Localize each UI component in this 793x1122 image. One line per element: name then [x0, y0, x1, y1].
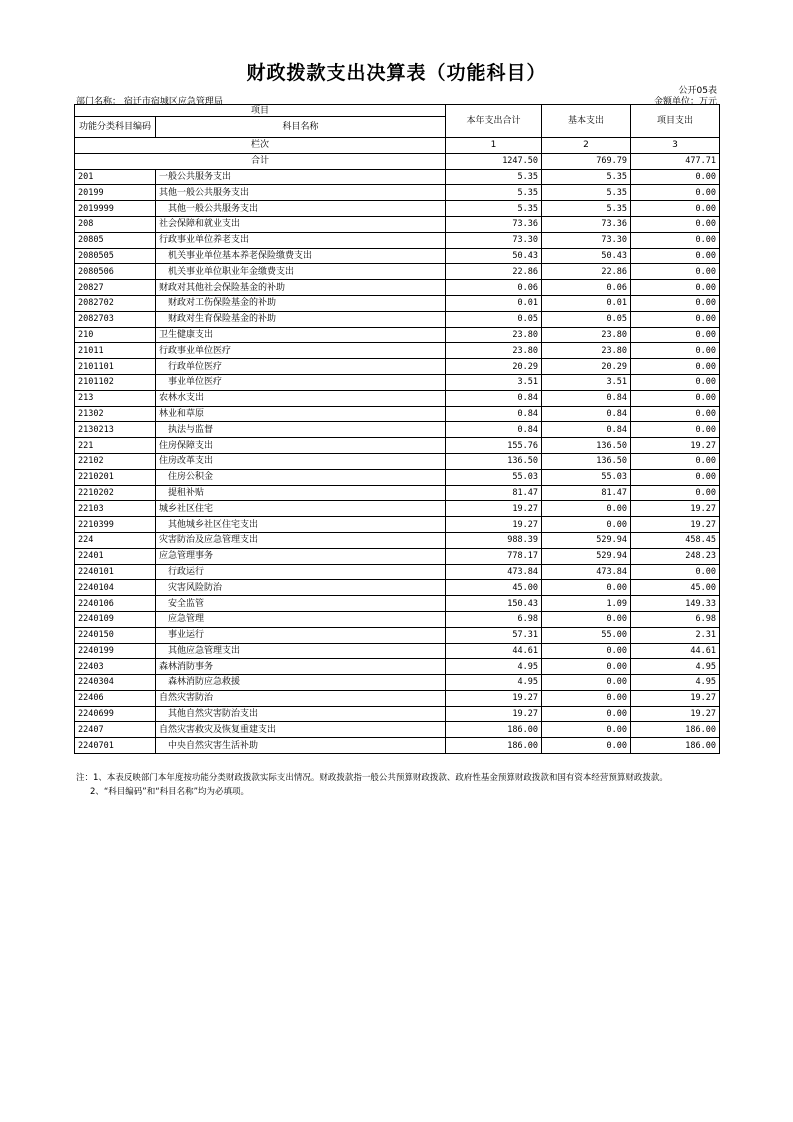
total-basic: 769.79	[542, 153, 631, 169]
table-row	[75, 532, 720, 548]
row-name: 财政对其他社会保险基金的补助	[156, 280, 446, 296]
row-total: 0.84	[446, 390, 542, 406]
column-number-2: 2	[542, 138, 631, 154]
row-name: 住房改革支出	[156, 453, 446, 469]
row-code: 2210202	[75, 485, 156, 501]
row-total: 0.05	[446, 311, 542, 327]
row-project: 186.00	[631, 722, 720, 738]
row-basic: 55.00	[542, 627, 631, 643]
row-project: 0.00	[631, 422, 720, 438]
row-code: 2240150	[75, 627, 156, 643]
row-total: 136.50	[446, 453, 542, 469]
row-project: 0.00	[631, 264, 720, 280]
row-basic: 20.29	[542, 359, 631, 375]
table-row	[75, 264, 720, 280]
row-basic: 0.01	[542, 295, 631, 311]
row-code: 2082702	[75, 295, 156, 311]
row-total: 19.27	[446, 706, 542, 722]
row-basic: 3.51	[542, 374, 631, 390]
row-total: 473.84	[446, 564, 542, 580]
row-project: 0.00	[631, 469, 720, 485]
table-row	[75, 280, 720, 296]
table-row	[75, 564, 720, 580]
row-basic: 136.50	[542, 453, 631, 469]
row-code: 2240304	[75, 675, 156, 691]
row-name: 住房保障支出	[156, 438, 446, 454]
row-name: 灾害防治及应急管理支出	[156, 532, 446, 548]
row-code: 20805	[75, 232, 156, 248]
table-row	[75, 374, 720, 390]
row-total: 19.27	[446, 517, 542, 533]
table-row	[75, 201, 720, 217]
row-name: 森林消防应急救援	[156, 675, 446, 691]
row-basic: 0.84	[542, 406, 631, 422]
row-project: 19.27	[631, 517, 720, 533]
row-basic: 0.00	[542, 643, 631, 659]
row-total: 155.76	[446, 438, 542, 454]
row-project: 0.00	[631, 216, 720, 232]
row-basic: 136.50	[542, 438, 631, 454]
row-name: 森林消防事务	[156, 659, 446, 675]
row-basic: 23.80	[542, 327, 631, 343]
table-row	[75, 659, 720, 675]
row-basic: 0.06	[542, 280, 631, 296]
row-project: 0.00	[631, 327, 720, 343]
row-basic: 50.43	[542, 248, 631, 264]
row-project: 0.00	[631, 311, 720, 327]
total-sum: 1247.50	[446, 153, 542, 169]
table-row	[75, 422, 720, 438]
row-project: 0.00	[631, 374, 720, 390]
row-name: 林业和草原	[156, 406, 446, 422]
row-project: 186.00	[631, 738, 720, 754]
row-basic: 0.00	[542, 611, 631, 627]
row-code: 2240101	[75, 564, 156, 580]
row-basic: 22.86	[542, 264, 631, 280]
row-total: 186.00	[446, 738, 542, 754]
row-basic: 0.00	[542, 580, 631, 596]
table-row	[75, 596, 720, 612]
table-row	[75, 311, 720, 327]
row-code: 208	[75, 216, 156, 232]
row-project: 19.27	[631, 438, 720, 454]
row-basic: 0.05	[542, 311, 631, 327]
table-row	[75, 722, 720, 738]
department-name: 部门名称： 宿迁市宿城区应急管理局	[76, 97, 223, 107]
row-total: 22.86	[446, 264, 542, 280]
table-row	[75, 248, 720, 264]
row-project: 45.00	[631, 580, 720, 596]
table-row	[75, 327, 720, 343]
row-project: 19.27	[631, 501, 720, 517]
row-name: 应急管理事务	[156, 548, 446, 564]
header-item: 项目	[75, 105, 446, 117]
row-name: 事业运行	[156, 627, 446, 643]
column-number-3: 3	[631, 138, 720, 154]
row-name: 城乡社区住宅	[156, 501, 446, 517]
row-name: 自然灾害救灾及恢复重建支出	[156, 722, 446, 738]
row-code: 2019999	[75, 201, 156, 217]
row-name: 行政运行	[156, 564, 446, 580]
row-total: 23.80	[446, 327, 542, 343]
row-name: 事业单位医疗	[156, 374, 446, 390]
table-row	[75, 453, 720, 469]
row-code: 2080505	[75, 248, 156, 264]
row-basic: 81.47	[542, 485, 631, 501]
row-basic: 0.00	[542, 706, 631, 722]
row-project: 0.00	[631, 485, 720, 501]
row-name: 行政事业单位养老支出	[156, 232, 446, 248]
row-name: 行政事业单位医疗	[156, 343, 446, 359]
row-code: 210	[75, 327, 156, 343]
footnote-2: 2、“科目编码”和“科目名称”均为必填项。	[90, 787, 250, 797]
row-project: 44.61	[631, 643, 720, 659]
row-project: 0.00	[631, 248, 720, 264]
row-code: 213	[75, 390, 156, 406]
row-name: 中央自然灾害生活补助	[156, 738, 446, 754]
row-project: 0.00	[631, 201, 720, 217]
row-total: 150.43	[446, 596, 542, 612]
row-total: 5.35	[446, 185, 542, 201]
row-name: 提租补贴	[156, 485, 446, 501]
row-total: 19.27	[446, 690, 542, 706]
row-total: 20.29	[446, 359, 542, 375]
row-basic: 55.03	[542, 469, 631, 485]
row-total: 3.51	[446, 374, 542, 390]
row-name: 自然灾害防治	[156, 690, 446, 706]
header-basic-expenditure: 基本支出	[542, 105, 631, 138]
row-project: 2.31	[631, 627, 720, 643]
row-code: 2240106	[75, 596, 156, 612]
row-code: 20199	[75, 185, 156, 201]
row-name: 执法与监督	[156, 422, 446, 438]
row-total: 0.01	[446, 295, 542, 311]
row-total: 5.35	[446, 201, 542, 217]
row-name: 一般公共服务支出	[156, 169, 446, 185]
row-name: 其他自然灾害防治支出	[156, 706, 446, 722]
row-basic: 473.84	[542, 564, 631, 580]
row-code: 21011	[75, 343, 156, 359]
table-row	[75, 643, 720, 659]
row-total: 0.06	[446, 280, 542, 296]
total-project: 477.71	[631, 153, 720, 169]
row-code: 221	[75, 438, 156, 454]
row-code: 2101101	[75, 359, 156, 375]
row-code: 2240701	[75, 738, 156, 754]
row-basic: 23.80	[542, 343, 631, 359]
row-basic: 0.00	[542, 738, 631, 754]
row-project: 0.00	[631, 359, 720, 375]
header-code: 功能分类科目编码	[75, 117, 156, 138]
row-name: 机关事业单位职业年金缴费支出	[156, 264, 446, 280]
row-basic: 0.00	[542, 659, 631, 675]
row-code: 2240199	[75, 643, 156, 659]
total-label: 合计	[75, 153, 446, 169]
table-row	[75, 390, 720, 406]
report-title: 财政拨款支出决算表（功能科目）	[246, 62, 547, 84]
row-code: 22406	[75, 690, 156, 706]
row-name: 财政对生育保险基金的补助	[156, 311, 446, 327]
table-row	[75, 406, 720, 422]
row-project: 4.95	[631, 675, 720, 691]
table-row	[75, 517, 720, 533]
row-project: 0.00	[631, 185, 720, 201]
row-code: 21302	[75, 406, 156, 422]
row-basic: 529.94	[542, 548, 631, 564]
table-row	[75, 548, 720, 564]
row-total: 50.43	[446, 248, 542, 264]
row-total: 988.39	[446, 532, 542, 548]
footnote-1: 注：1、本表反映部门本年度按功能分类财政拨款实际支出情况。财政拨款指一般公共预算财政拨款、政府性基金预算财政拨款和国有资本经营预算财政拨款。	[76, 773, 668, 783]
row-name: 安全监管	[156, 596, 446, 612]
row-total: 6.98	[446, 611, 542, 627]
table-row	[75, 359, 720, 375]
row-basic: 0.00	[542, 501, 631, 517]
row-project: 0.00	[631, 453, 720, 469]
form-number: 公开05表	[678, 86, 717, 96]
row-basic: 73.30	[542, 232, 631, 248]
row-total: 19.27	[446, 501, 542, 517]
row-total: 44.61	[446, 643, 542, 659]
row-name: 住房公积金	[156, 469, 446, 485]
expenditure-table	[74, 104, 720, 754]
row-basic: 0.00	[542, 722, 631, 738]
row-total: 73.36	[446, 216, 542, 232]
row-code: 2082703	[75, 311, 156, 327]
row-code: 20827	[75, 280, 156, 296]
amount-unit: 金额单位：万元	[653, 97, 717, 107]
table-row	[75, 485, 720, 501]
row-code: 22401	[75, 548, 156, 564]
table-row	[75, 295, 720, 311]
row-project: 458.45	[631, 532, 720, 548]
table-row	[75, 580, 720, 596]
table-row	[75, 706, 720, 722]
row-code: 201	[75, 169, 156, 185]
row-name: 灾害风险防治	[156, 580, 446, 596]
row-total: 57.31	[446, 627, 542, 643]
row-total: 4.95	[446, 659, 542, 675]
column-number-1: 1	[446, 138, 542, 154]
table-row	[75, 611, 720, 627]
row-total: 45.00	[446, 580, 542, 596]
row-code: 224	[75, 532, 156, 548]
row-code: 22403	[75, 659, 156, 675]
row-project: 6.98	[631, 611, 720, 627]
row-total: 81.47	[446, 485, 542, 501]
row-name: 财政对工伤保险基金的补助	[156, 295, 446, 311]
row-code: 22103	[75, 501, 156, 517]
row-code: 2080506	[75, 264, 156, 280]
row-name: 卫生健康支出	[156, 327, 446, 343]
table-row	[75, 738, 720, 754]
row-total: 55.03	[446, 469, 542, 485]
row-name: 应急管理	[156, 611, 446, 627]
row-code: 22102	[75, 453, 156, 469]
row-code: 2101102	[75, 374, 156, 390]
row-name: 其他应急管理支出	[156, 643, 446, 659]
row-total: 5.35	[446, 169, 542, 185]
row-basic: 0.00	[542, 517, 631, 533]
row-code: 2240699	[75, 706, 156, 722]
row-basic: 1.09	[542, 596, 631, 612]
row-project: 248.23	[631, 548, 720, 564]
row-total: 186.00	[446, 722, 542, 738]
row-basic: 0.84	[542, 422, 631, 438]
row-basic: 0.00	[542, 675, 631, 691]
row-project: 0.00	[631, 280, 720, 296]
header-name: 科目名称	[156, 117, 446, 138]
table-row	[75, 232, 720, 248]
row-project: 0.00	[631, 343, 720, 359]
row-project: 0.00	[631, 406, 720, 422]
table-row	[75, 501, 720, 517]
row-total: 23.80	[446, 343, 542, 359]
row-project: 4.95	[631, 659, 720, 675]
row-total: 0.84	[446, 422, 542, 438]
row-basic: 5.35	[542, 185, 631, 201]
table-row	[75, 185, 720, 201]
row-code: 22407	[75, 722, 156, 738]
row-total: 778.17	[446, 548, 542, 564]
row-code: 2210399	[75, 517, 156, 533]
row-code: 2240109	[75, 611, 156, 627]
table-row	[75, 169, 720, 185]
row-code: 2210201	[75, 469, 156, 485]
row-name: 行政单位医疗	[156, 359, 446, 375]
row-project: 0.00	[631, 169, 720, 185]
row-total: 0.84	[446, 406, 542, 422]
row-name: 农林水支出	[156, 390, 446, 406]
row-name: 其他一般公共服务支出	[156, 201, 446, 217]
row-project: 149.33	[631, 596, 720, 612]
table-row	[75, 690, 720, 706]
table-row	[75, 438, 720, 454]
row-basic: 0.00	[542, 690, 631, 706]
row-total: 4.95	[446, 675, 542, 691]
row-project: 0.00	[631, 295, 720, 311]
table-row	[75, 675, 720, 691]
row-project: 19.27	[631, 706, 720, 722]
row-basic: 73.36	[542, 216, 631, 232]
row-project: 19.27	[631, 690, 720, 706]
row-code: 2130213	[75, 422, 156, 438]
table-row	[75, 216, 720, 232]
row-name: 机关事业单位基本养老保险缴费支出	[156, 248, 446, 264]
header-total-expenditure: 本年支出合计	[446, 105, 542, 138]
table-row	[75, 627, 720, 643]
footnotes	[76, 771, 668, 799]
row-total: 73.30	[446, 232, 542, 248]
row-basic: 0.84	[542, 390, 631, 406]
row-project: 0.00	[631, 232, 720, 248]
row-code: 2240104	[75, 580, 156, 596]
row-project: 0.00	[631, 564, 720, 580]
row-project: 0.00	[631, 390, 720, 406]
row-name: 社会保障和就业支出	[156, 216, 446, 232]
row-label: 栏次	[75, 138, 446, 154]
table-row	[75, 343, 720, 359]
row-name: 其他城乡社区住宅支出	[156, 517, 446, 533]
header-project-expenditure: 项目支出	[631, 105, 720, 138]
table-row	[75, 469, 720, 485]
row-basic: 5.35	[542, 201, 631, 217]
row-basic: 529.94	[542, 532, 631, 548]
row-basic: 5.35	[542, 169, 631, 185]
row-name: 其他一般公共服务支出	[156, 185, 446, 201]
